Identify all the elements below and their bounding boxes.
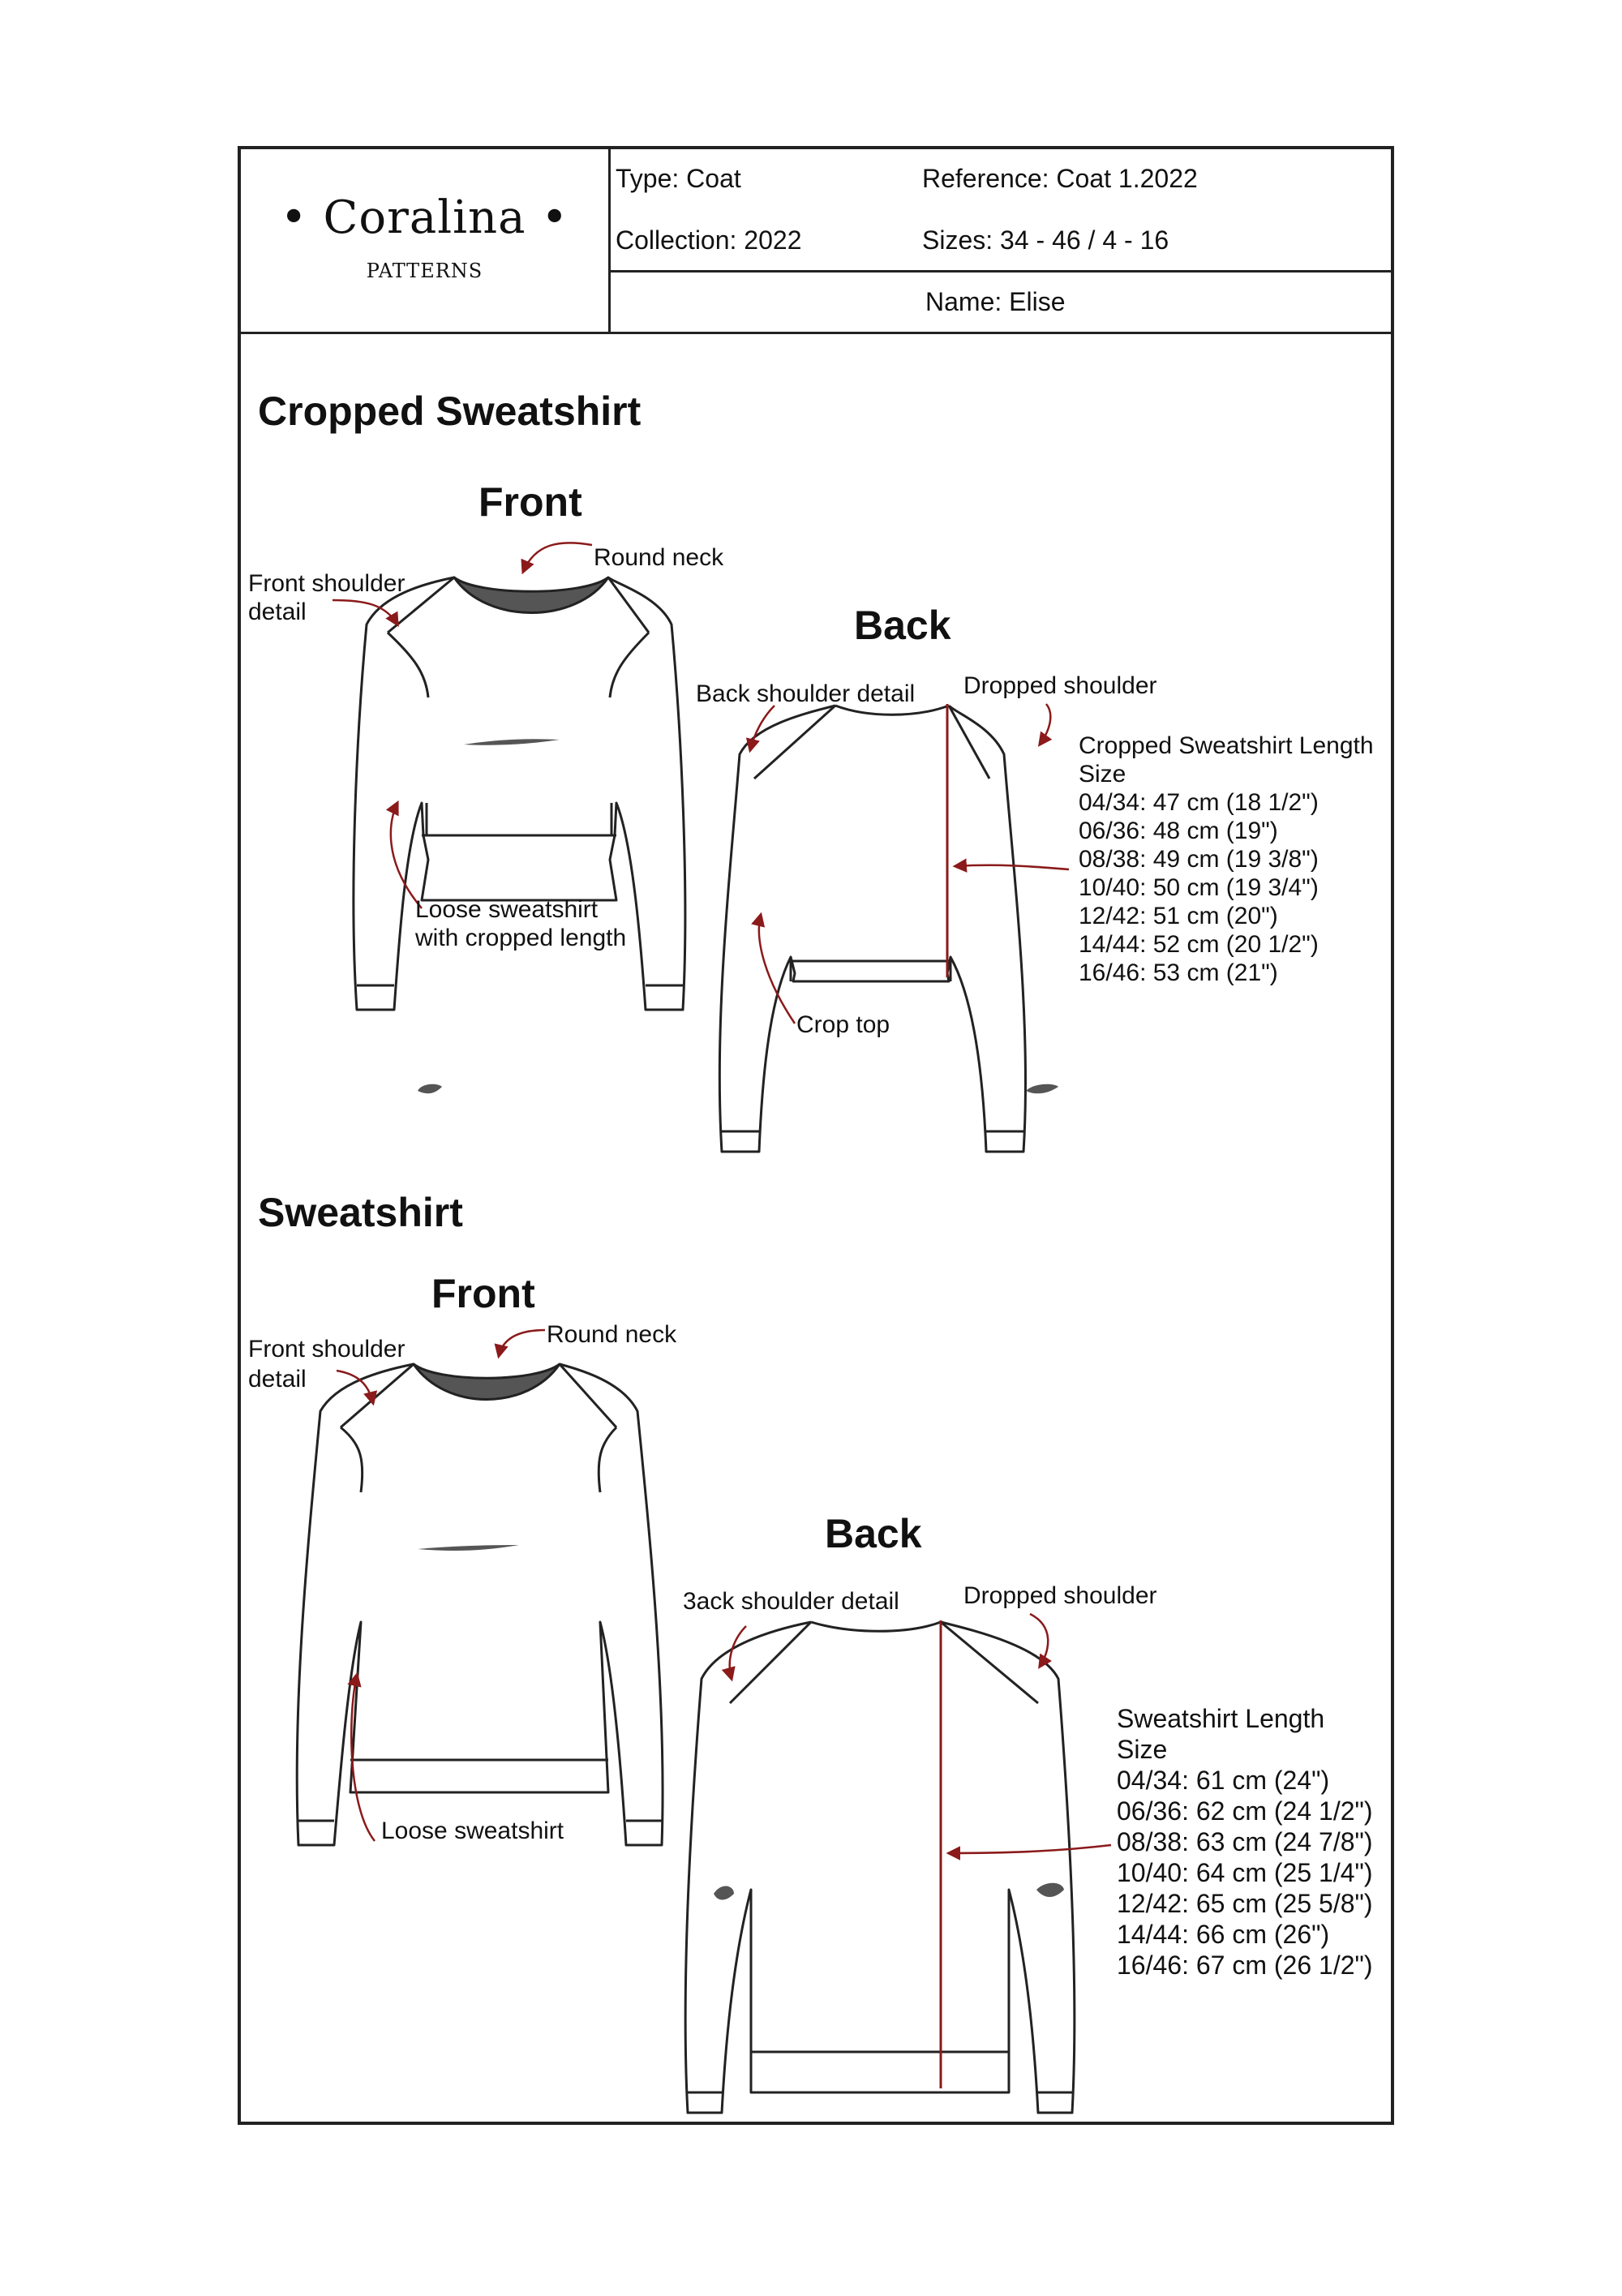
collection-field: Collection: 2022	[616, 225, 802, 255]
cropped-loose-label-2: with cropped length	[415, 925, 627, 951]
reference-field: Reference: Coat 1.2022	[922, 164, 1198, 193]
sweatshirt-size-row: 04/34: 61 cm (24")	[1117, 1766, 1330, 1795]
cropped-size-row: 04/34: 47 cm (18 1/2")	[1079, 789, 1319, 816]
sizes-field: Sizes: 34 - 46 / 4 - 16	[922, 225, 1169, 255]
cropped-back-shoulder-label: Back shoulder detail	[696, 680, 916, 707]
type-field: Type: Coat	[616, 164, 741, 193]
sweatshirt-section-title: Sweatshirt	[258, 1190, 463, 1235]
sweatshirt-round-neck-label: Round neck	[547, 1321, 677, 1348]
cropped-crop-top-label: Crop top	[796, 1011, 890, 1038]
cropped-size-row: 10/40: 50 cm (19 3/4")	[1079, 874, 1319, 901]
sweatshirt-size-row: 06/36: 62 cm (24 1/2")	[1117, 1796, 1373, 1826]
cropped-size-row: 08/38: 49 cm (19 3/8")	[1079, 846, 1319, 873]
cropped-length-table	[1079, 732, 1374, 987]
sweatshirt-front-title: Front	[431, 1271, 535, 1316]
sweatshirt-size-row: 16/46: 67 cm (26 1/2")	[1117, 1951, 1373, 1980]
cropped-dropped-shoulder-label: Dropped shoulder	[963, 672, 1157, 699]
brand-subtitle: PATTERNS	[366, 260, 483, 282]
brand-logo: • Coralina •	[280, 191, 569, 244]
sweatshirt-back-drawing	[685, 1622, 1075, 2113]
sweatshirt-size-row: 10/40: 64 cm (25 1/4")	[1117, 1858, 1373, 1887]
sweatshirt-size-row: 12/42: 65 cm (25 5/8")	[1117, 1889, 1373, 1918]
name-field: Name: Elise	[925, 287, 1066, 316]
cropped-length-title: Cropped Sweatshirt Length	[1079, 732, 1374, 759]
sweatshirt-size-label: Size	[1117, 1735, 1168, 1764]
sweatshirt-length-title: Sweatshirt Length	[1117, 1704, 1325, 1733]
length-lines	[941, 704, 947, 2088]
cropped-front-shoulder-label-2: detail	[248, 599, 307, 625]
cropped-front-shoulder-label-1: Front shoulder	[248, 570, 406, 597]
cropped-size-row: 12/42: 51 cm (20")	[1079, 903, 1278, 929]
sweatshirt-size-row: 14/44: 66 cm (26")	[1117, 1920, 1330, 1949]
sweatshirt-size-row: 08/38: 63 cm (24 7/8")	[1117, 1827, 1373, 1856]
cropped-size-label: Size	[1079, 761, 1126, 788]
cropped-round-neck-label: Round neck	[594, 544, 724, 571]
cropped-section-title: Cropped Sweatshirt	[258, 388, 642, 434]
cropped-back-drawing	[719, 706, 1025, 1152]
cropped-front-title: Front	[478, 479, 582, 525]
cropped-size-row: 16/46: 53 cm (21")	[1079, 959, 1278, 986]
cropped-back-title: Back	[854, 603, 951, 648]
sweatshirt-dropped-shoulder-label: Dropped shoulder	[963, 1582, 1157, 1609]
sweatshirt-front-drawing	[297, 1364, 663, 1845]
cropped-loose-label-1: Loose sweatshirt	[415, 896, 599, 923]
sweatshirt-length-table	[1117, 1703, 1373, 1981]
sweatshirt-loose-label: Loose sweatshirt	[381, 1817, 564, 1844]
sweatshirt-back-shoulder-label: 3ack shoulder detail	[683, 1588, 899, 1615]
sweatshirt-front-shoulder-label-2: detail	[248, 1366, 307, 1393]
sweatshirt-front-shoulder-label-1: Front shoulder	[248, 1336, 406, 1363]
cropped-size-row: 14/44: 52 cm (20 1/2")	[1079, 931, 1319, 958]
cropped-size-row: 06/36: 48 cm (19")	[1079, 818, 1278, 844]
sweatshirt-back-title: Back	[825, 1511, 922, 1556]
